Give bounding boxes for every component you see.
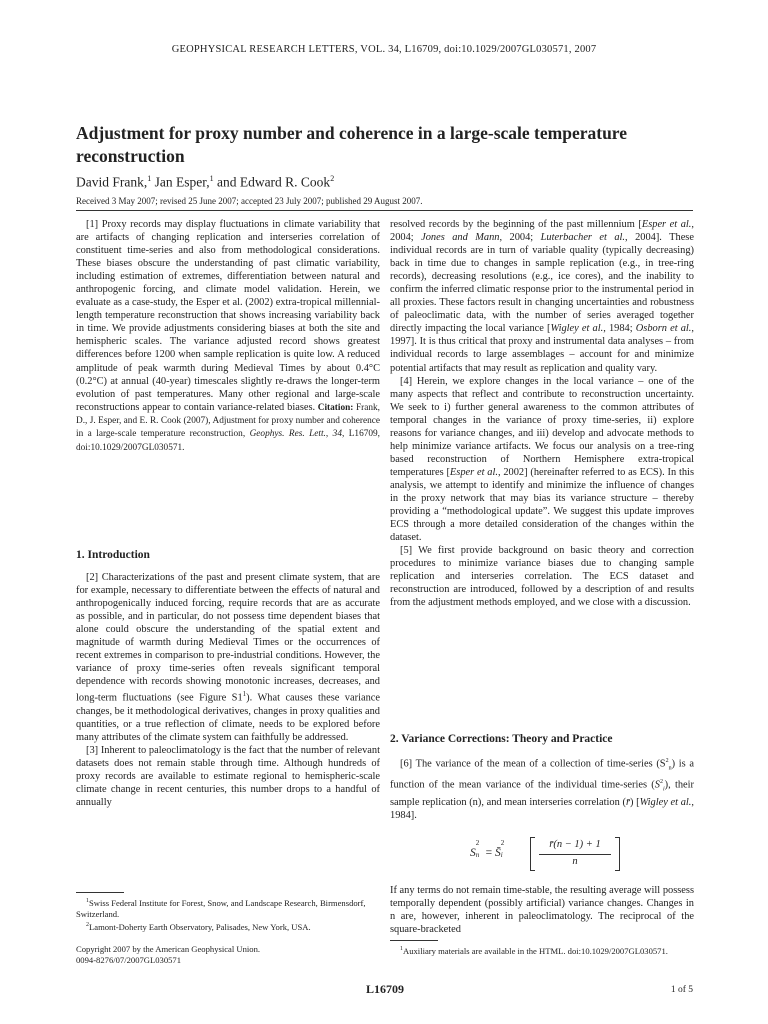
- page-identifier: L16709: [365, 982, 404, 996]
- paragraph-text: Inherent to paleoclimatology is the fact that the number of relevant datasets does not remain stable through time. Although hundreds of proxy records are available to estimate regional to hemispheric-scale climate change in recent centuries, this number drops to a handful of annually: [76, 745, 380, 809]
- footnote-mark: 1: [400, 946, 403, 952]
- right-column-section2: [390, 755, 694, 822]
- paragraph-text: , 1984;: [603, 323, 636, 335]
- paragraph-text: ), their sample replication (n), and mean interseries correlation (: [390, 779, 694, 809]
- paragraph-text: , 2004]. These individual records are in turn of variable quality (typically decreasing) back in time due to changes in sample replication (e.g., in tree-ring records), decreasing resolutions (e.g., ice cores), and the inability to confirm the inferred climatic response prior to the instrumental period in all proxies. These factors result in changing uncertainties and robustness of paleoclimatic data, with the number of series averaged together directly impacting the local variance [: [390, 232, 694, 335]
- citation-text: ,: [325, 429, 333, 440]
- equation-subscript: n: [475, 851, 480, 859]
- author-cook: and Edward R. Cook: [213, 174, 331, 190]
- equation-numerator: r̄(n − 1) + 1: [549, 839, 601, 850]
- citation: Wigley et al.: [639, 797, 692, 809]
- section-heading-variance: 2. Variance Corrections: Theory and Practice: [390, 733, 613, 745]
- section-heading-introduction: 1. Introduction: [76, 549, 150, 561]
- footnote-rule: [390, 940, 438, 941]
- paragraph-6: [6] The variance of the mean of a collection of time-series $(S^2_n)$ is a function of the mean variance of the individual time-series $(S^2_i)$, their sample replication (n), and mean interseries correlation (r̄) [Wigley et al., 1984].: [390, 758, 695, 822]
- equation-superscript: 2: [500, 839, 505, 847]
- citation-label: Citation:: [317, 402, 354, 413]
- citation-text: Frank, D., J. Esper, and E. R. Cook (2007), Adjustment for proxy number and coherence in a large-scale temperature reconstruction,: [76, 402, 380, 440]
- article-title: Adjustment for proxy number and coherence in a large-scale temperature reconstruction: [76, 123, 628, 166]
- paragraph-text: ) is a function of the mean variance of the individual time-series (: [390, 758, 695, 791]
- citation: Wigley et al.: [550, 323, 604, 335]
- paragraph-text: We first provide background on basic theory and correction procedures to minimize variance biases due to changing sample replication and interseries correlation. The ECS dataset and reconstruction are introduced, followed by a description of and results from the adjustment methods employed, and we close with a discussion.: [390, 545, 694, 609]
- paragraph-4: [390, 375, 694, 545]
- equation-superscript: 2: [475, 839, 480, 847]
- issn-line: 0094-8276/07/2007GL030571: [76, 955, 182, 965]
- paragraph-number: [5]: [400, 545, 413, 557]
- paragraph-number: [3]: [86, 745, 99, 757]
- received-dates: Received 3 May 2007; revised 25 June 2007; accepted 23 July 2007; published 29 August 2007.: [76, 196, 423, 206]
- citation: Luterbacher et al.: [540, 232, 626, 244]
- paragraph-text: , 1997]. It is thus critical that proxy and instrumental data analyses – from individual records to large assemblages – account for and minimize potential artifacts that may result as replication and quality vary.: [390, 323, 695, 374]
- footnote-mark: 2: [86, 921, 89, 928]
- equation-equals: =: [482, 847, 495, 859]
- equation-symbol: S̄: [495, 847, 501, 859]
- citation-text: , L16709, doi:10.1029/2007GL030571.: [76, 429, 380, 453]
- footnote-mark: 1: [242, 690, 247, 699]
- author-frank: David Frank,: [76, 174, 148, 190]
- paragraph-5: [390, 544, 694, 609]
- copyright-line: Copyright 2007 by the American Geophysical Union.: [76, 944, 261, 954]
- right-column-after-equation: [390, 884, 694, 936]
- auxiliary-note: Auxiliary materials are available in the HTML. doi:10.1029/2007GL030571.: [403, 945, 668, 956]
- paragraph-text: , 1984].: [390, 797, 694, 822]
- paragraph-text: Herein, we explore changes in the local variance – one of the many aspects that reflect and contribute to reconstruction uncertainty. We seek to i) further general awareness to the common attributes of temporal changes in the variance of proxy time-series, ii) explore reasons for variance changes, and iii) develop and advocate methods to help minimize variance artifacts. We focus our analysis on a tree-ring based reconstruction of Northern Hemisphere extra-tropical temperatures [: [390, 375, 694, 478]
- paragraph-text: , 2002] (hereinafter referred to as ECS). In this analysis, we attempt to identify and minimize the influence of changes in the proxy network that may bias its variance structure – thereby providing a “methodological update”. We suggest this update improves ECS through a more detailed consideration of the changes within the dataset.: [390, 466, 694, 544]
- auxiliary-footnote: [390, 944, 694, 957]
- paragraph-text: resolved records by the beginning of the past millennium [: [390, 219, 642, 230]
- author-list: [76, 174, 676, 191]
- paragraph-3: [76, 744, 380, 809]
- variance-equation: [470, 837, 620, 877]
- paragraph-text: ) [: [629, 797, 640, 809]
- paragraph-number: [6]: [400, 758, 413, 770]
- abstract-text: Proxy records may display fluctuations in climate variability that are artifacts of changing replication and interseries correlation of constituent time-series and also from methodological considerations. These biases obscure the understanding of past climatic variability, including estimation of extremes, differentiation between natural and anthropogenic forcing, and climate model validation. Herein, we evaluate as a case-study, the Esper et al. (2002) extra-tropical millennial-length temperature reconstruction that shows increasing variability back in time. We provide adjustments considering biases at both the site and hemispheric scales. The variance adjusted record shows greatest differences before 1200 when sample replication is quite low. A reduced amplitude of peak warmth during Medieval Times by about 0.4°C (0.2°C) at annual (40-year) timescales slightly re-draws the longer-term evolution of past temperatures. Many other regional and large-scale reconstructions appear to contain variance-related biases.: [76, 219, 380, 413]
- left-column-intro: [76, 571, 380, 809]
- equation-denominator: n: [572, 856, 578, 867]
- affiliation-2: Lamont-Doherty Earth Observatory, Palisades, New York, USA.: [89, 921, 311, 932]
- author-esper: Jan Esper,: [151, 174, 210, 190]
- affiliation-footnotes: [76, 896, 380, 933]
- affiliation-1: Swiss Federal Institute for Forest, Snow, and Landscape Research, Birmensdorf, Switzerland.: [76, 897, 366, 919]
- left-column: [76, 218, 380, 454]
- citation: Esper et al.: [641, 219, 692, 230]
- running-header: GEOPHYSICAL RESEARCH LETTERS, VOL. 34, L16709, doi:10.1029/2007GL030571, 2007: [171, 44, 597, 55]
- abstract-paragraph: [76, 218, 380, 454]
- citation: Esper et al.: [449, 466, 498, 478]
- equation-lhs: [470, 839, 505, 859]
- paragraph-text: , 2004;: [499, 232, 541, 244]
- footnote-rule: [76, 892, 124, 893]
- paragraph-number: [1]: [86, 219, 99, 230]
- right-column: [390, 218, 694, 609]
- paragraph-number: [2]: [86, 572, 99, 583]
- equation-symbol: S: [470, 847, 476, 859]
- citation-journal: Geophys. Res. Lett.: [249, 429, 326, 440]
- paragraph-continued: [390, 218, 694, 375]
- fraction-bar: [539, 854, 611, 855]
- paragraph-2: [76, 571, 380, 744]
- paragraph-text: Characterizations of the past and present climate system, that are for example, necessary to differentiate between the effects of natural and anthropogenically induced forcing, require records that are as accurate as possible, and in particular, do not possess time dependent biases that alone could obscure the understanding of the spatial extent and magnitude of warmth during Medieval Times or the occurrences of recent extremes in comparison to pre-industrial conditions. However, the variance of proxy time-series often reveals significant temporal dependence with records showing monotonic increases, decreases, and long-term fluctuations (see Figure S1: [76, 572, 380, 704]
- citation: Osborn et al.: [635, 323, 692, 335]
- equation-bracket: [530, 837, 620, 871]
- affiliation-mark: 1: [147, 174, 152, 183]
- equation-subscript: i: [500, 851, 503, 859]
- paragraph-6-continued: If any terms do not remain time-stable, the resulting average will possess temporally dependent (possibly artificial) variance changes. Changes in n are, however, inherent in paleoclimatology. The reciprocal of the square-bracketed: [390, 885, 694, 936]
- affiliation-mark: 1: [209, 174, 214, 183]
- copyright-block: [76, 944, 380, 966]
- header-rule: [76, 210, 693, 211]
- affiliation-mark: 2: [330, 174, 335, 183]
- citation: Jones and Mann: [421, 232, 500, 244]
- rbar-symbol: r̄: [625, 797, 630, 809]
- paragraph-number: [4]: [400, 375, 413, 387]
- footnote-mark: 1: [86, 898, 89, 904]
- paragraph-text: The variance of the mean of a collection of time-series (S: [412, 758, 666, 770]
- paragraph-text: , 2004;: [390, 219, 694, 244]
- page-count: 1 of 5: [670, 985, 693, 995]
- paragraph-text: ). What causes these variance changes, be it methodological derivatives, changes in proxy qualities and quantities, or a true reflection of climate, needs to be explored before many attributes of the climate system can faithfully be addressed.: [76, 692, 380, 744]
- citation-volume: 34: [332, 429, 342, 440]
